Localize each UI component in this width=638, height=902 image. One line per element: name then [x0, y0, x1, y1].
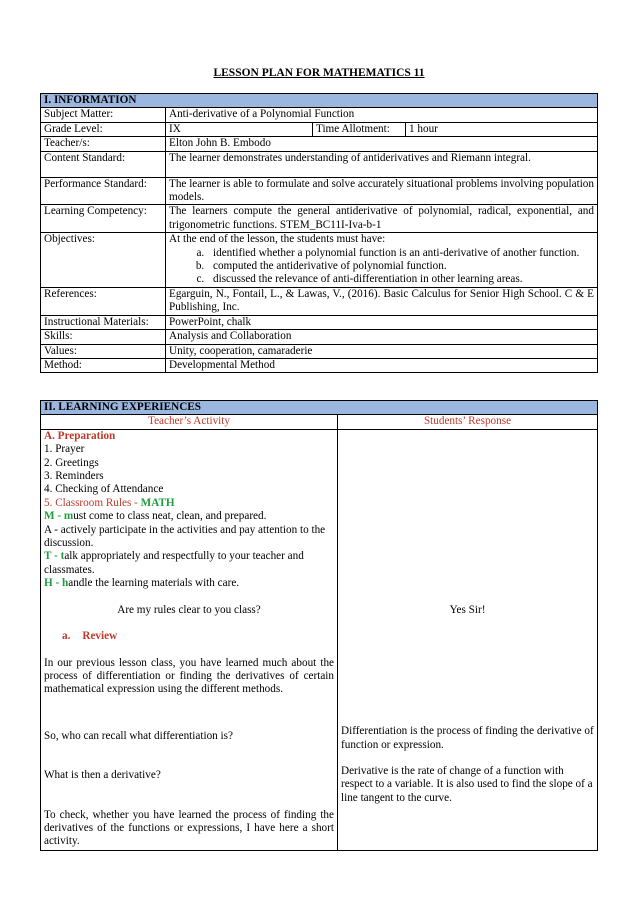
objective-item: c. discussed the relevance of anti-differentiation in other learning areas.: [207, 273, 594, 286]
teacher-activity-cell: [41, 429, 345, 850]
student-response-cell: [338, 429, 598, 850]
information-header: I. INFORMATION: [41, 94, 598, 108]
question-derivative: What is then a derivative?: [44, 769, 161, 782]
objectives-list: [169, 247, 594, 287]
row-method: Method: Developmental Method: [41, 358, 598, 372]
row-instructional-materials: Instructional Materials: PowerPoint, chalk: [41, 315, 598, 329]
step-item: 3. Reminders: [44, 470, 104, 483]
rule-item: H - handle the learning materials with care.: [44, 577, 240, 590]
rule-item: T - talk appropriately and respectfully to your teacher and classmates.: [44, 550, 304, 576]
objective-item: a. identified whether a polynomial function is an anti-derivative of another function.: [207, 247, 594, 260]
rule-item: A - actively participate in the activities and pay attention to the discussion.: [44, 523, 345, 550]
row-content-standard: Content Standard: The learner demonstrates understanding of antiderivatives and Riemann integral.: [41, 151, 598, 177]
learning-header: II. LEARNING EXPERIENCES: [41, 401, 598, 415]
row-learning-competency: Learning Competency: The learners compute the general antiderivative of polynomial, radical, exponential, and trigonometric functions. STEM_BC11I-Iva-b-1: [41, 205, 598, 233]
teacher-activity-header: Teacher’s Activity: [41, 415, 338, 429]
question-activity: To check, whether you have learned the process of finding the derivatives of the functions or expressions, I have here a short activity.: [44, 808, 334, 848]
page-title: LESSON PLAN FOR MATHEMATICS 11: [213, 67, 425, 79]
rules-question: Are my rules clear to you class?: [117, 603, 261, 616]
question-differentiation: So, who can recall what differentiation is?: [44, 729, 233, 742]
row-objectives: Objectives: At the end of the lesson, the students must have: a. identified whether a polynomial function is an anti-derivative of another function. b. computed the antiderivative of polynomial function. c. discussed the relevance of anti-differentiation in other learning areas.: [41, 233, 598, 288]
answer-differentiation: Differentiation is the process of finding the derivative of function or expression.: [341, 725, 594, 751]
answer-derivative: Derivative is the rate of change of a function with respect to a variable. It is also used to find the slope of a line tangent to the curve.: [341, 765, 593, 804]
learning-experiences-table: [40, 400, 598, 851]
classroom-rules-heading: 5. Classroom Rules - MATH: [44, 496, 175, 509]
review-heading: a. Review: [62, 630, 118, 643]
objectives-intro: At the end of the lesson, the students must have:: [169, 233, 386, 246]
answer-rules: Yes Sir!: [449, 603, 486, 616]
row-subject-matter: Subject Matter: Anti-derivative of a Polynomial Function: [41, 108, 598, 122]
objective-item: b. computed the antiderivative of polynomial function.: [207, 260, 594, 273]
row-references: References: Egarguin, N., Fontail, L., & Lawas, V., (2016). Basic Calculus for Senior High School. C & E Publishing, Inc.: [41, 287, 598, 315]
rule-item: M - must come to class neat, clean, and prepared.: [44, 510, 267, 523]
review-text: In our previous lesson class, you have learned much about the process of differentiation or finding the derivatives of certain mathematical expression using the different methods.: [44, 656, 334, 696]
row-values: Values: Unity, cooperation, camaraderie: [41, 344, 598, 358]
row-performance-standard: Performance Standard: The learner is able to formulate and solve accurately situational problems involving population models.: [41, 177, 598, 205]
step-item: 2. Greetings: [44, 456, 99, 469]
row-teacher: Teacher/s: Elton John B. Embodo: [41, 137, 598, 151]
row-skills: Skills: Analysis and Collaboration: [41, 330, 598, 344]
step-item: 1. Prayer: [44, 443, 85, 456]
information-table: [40, 93, 598, 373]
row-grade-level: Grade Level: IX Time Allotment: 1 hour: [41, 122, 598, 136]
preparation-heading: A. Preparation: [44, 429, 116, 442]
step-item: 4. Checking of Attendance: [44, 483, 164, 496]
student-response-header: Students’ Response: [338, 415, 598, 429]
